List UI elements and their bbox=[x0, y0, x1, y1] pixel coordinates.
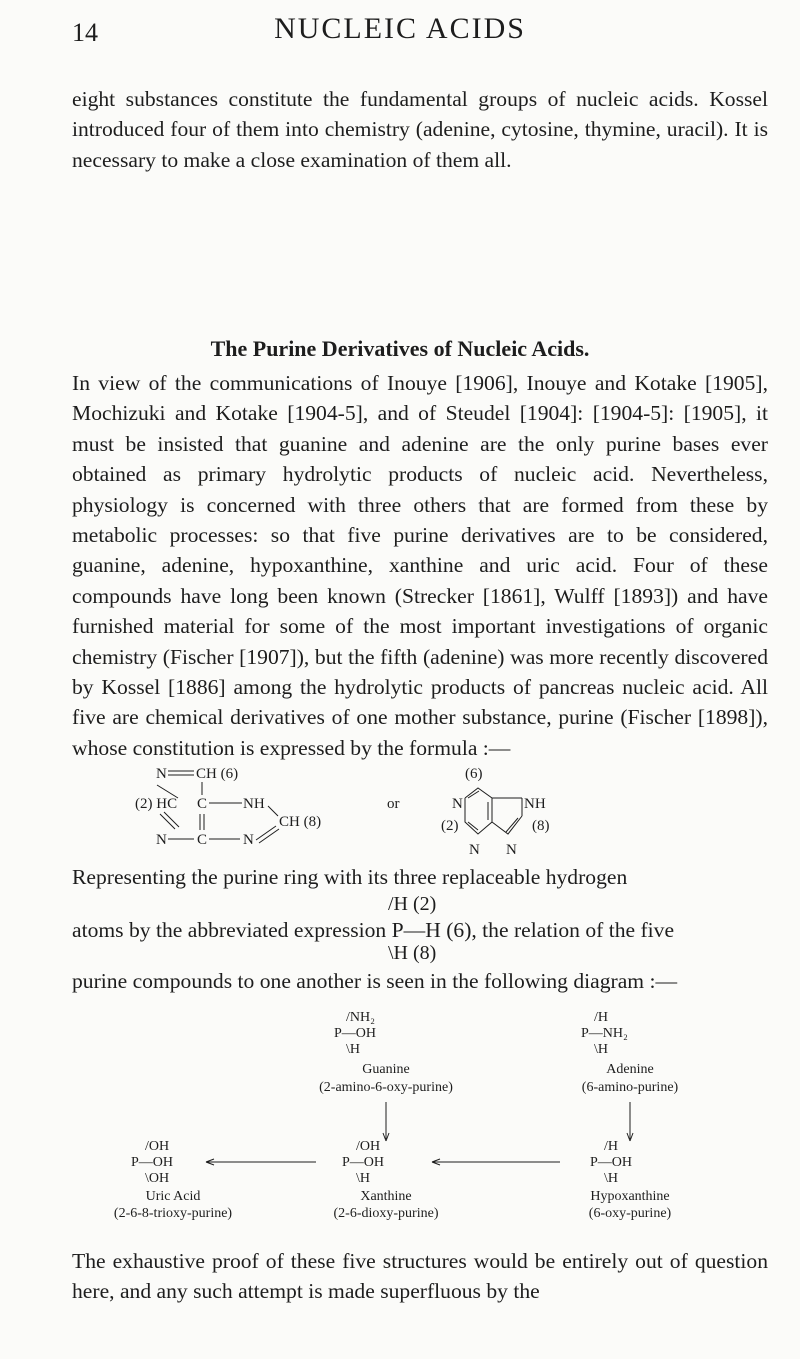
arrow-left-icon bbox=[206, 1159, 316, 1165]
svg-text:\H: \H bbox=[356, 1171, 370, 1186]
formula-ch8: CH (8) bbox=[279, 814, 322, 830]
svg-text:(2-6-dioxy-purine): (2-6-dioxy-purine) bbox=[333, 1206, 439, 1220]
formula-right-n-left: N bbox=[452, 796, 463, 812]
svg-text:\H: \H bbox=[346, 1042, 360, 1057]
arrow-down-icon bbox=[627, 1102, 633, 1141]
svg-text:Guanine: Guanine bbox=[362, 1062, 410, 1077]
uric-acid-entry bbox=[114, 1139, 233, 1220]
formula-ch6: CH (6) bbox=[196, 766, 239, 782]
section-heading: The Purine Derivatives of Nucleic Acids. bbox=[210, 336, 590, 361]
formula-n-bot2: N bbox=[243, 832, 254, 848]
formula-right-nh: NH bbox=[524, 796, 546, 812]
svg-text:(6-amino-purine): (6-amino-purine) bbox=[581, 1080, 679, 1095]
svg-text:\H: \H bbox=[604, 1171, 618, 1186]
xanthine-entry bbox=[334, 1139, 439, 1220]
arrow-left-icon bbox=[432, 1159, 560, 1165]
formula-right-two: (2) bbox=[441, 818, 459, 834]
intro-paragraph: eight substances constitute the fundamental groups of nucleic acids. Kossel introduced four of them into chemistry (adenine, cytosine, thymine, uracil). It is necessary to make a close examination of them all. bbox=[72, 87, 768, 172]
svg-text:Adenine: Adenine bbox=[606, 1062, 654, 1077]
purine-formula bbox=[0, 760, 800, 855]
svg-text:P—OH: P—OH bbox=[590, 1155, 633, 1170]
formula-right-n-b2: N bbox=[506, 842, 517, 855]
ring-text-sub-top: /H (2) bbox=[388, 893, 437, 915]
svg-text:/H: /H bbox=[594, 1010, 608, 1025]
purine-ring-icon bbox=[465, 788, 522, 834]
svg-text:P—OH: P—OH bbox=[334, 1026, 377, 1041]
formula-n-top: N bbox=[156, 766, 167, 782]
svg-text:P—OH: P—OH bbox=[131, 1155, 174, 1170]
purine-relation-diagram bbox=[0, 1005, 800, 1220]
formula-nh: NH bbox=[243, 796, 265, 812]
formula-c-bot: C bbox=[197, 832, 208, 848]
svg-text:/OH: /OH bbox=[356, 1139, 381, 1154]
formula-right-six: (6) bbox=[465, 766, 483, 782]
formula-hc2: (2) HC bbox=[135, 796, 178, 812]
svg-text:P—OH: P—OH bbox=[342, 1155, 385, 1170]
guanine-entry bbox=[319, 1010, 453, 1095]
hypoxanthine-entry bbox=[589, 1139, 672, 1220]
ring-text-line1: Representing the purine ring with its three replaceable hydrogen bbox=[72, 865, 628, 889]
main-paragraph: In view of the communications of Inouye [1906], Inouye and Kotake [1905], Mochizuki and Kotake [1904-5], and of Steudel [1904]: [1904-5]: [1905], it must be insisted that guanine and adenine are the only purine bases ever obtained as primary hydrolytic products of nucleic acid. Nevertheless, physiology is concerned with three others that are formed from these by metabolic processes: so that five purine derivatives are to be considered, guanine, adenine, hypoxanthine, xanthine and uric acid. Four of these compounds have long been known (Strecker [1861], Wulff [1893]) and have furnished material for some of the most important investigations of organic chemistry (Fischer [1907]), but the fifth (adenine) was more recently discovered by Kossel [1886] among the hydrolytic products of pancreas nucleic acid. All five are chemical derivatives of one mother substance, purine (Fischer [1898]), whose constitution is expressed by the formula :— bbox=[72, 371, 768, 760]
closing-paragraph: The exhaustive proof of these five structures would be entirely out of question here, and any such attempt is made superfluous by the bbox=[72, 1249, 768, 1304]
svg-text:(2-amino-6-oxy-purine): (2-amino-6-oxy-purine) bbox=[319, 1080, 453, 1095]
formula-or: or bbox=[387, 796, 400, 812]
formula-right-n-b1: N bbox=[469, 842, 480, 855]
formula-c-mid: C bbox=[197, 796, 208, 812]
svg-text:/H: /H bbox=[604, 1139, 618, 1154]
adenine-entry bbox=[581, 1010, 679, 1095]
ring-text-line3: purine compounds to one another is seen in the following diagram :— bbox=[72, 969, 678, 993]
arrow-down-icon bbox=[383, 1102, 389, 1141]
svg-text:\H: \H bbox=[594, 1042, 608, 1057]
ring-text-sub-bot: \H (8) bbox=[388, 942, 437, 964]
svg-text:(6-oxy-purine): (6-oxy-purine) bbox=[588, 1206, 672, 1220]
svg-text:Hypoxanthine: Hypoxanthine bbox=[590, 1189, 670, 1204]
svg-text:P—NH₂: P—NH₂ bbox=[581, 1026, 628, 1041]
formula-right-eight: (8) bbox=[532, 818, 550, 834]
svg-text:Uric Acid: Uric Acid bbox=[145, 1189, 201, 1204]
page-number: 14 bbox=[72, 18, 98, 47]
ring-text-line2: atoms by the abbreviated expression P—H (6), the relation of the five bbox=[72, 918, 675, 942]
svg-text:(2-6-8-trioxy-purine): (2-6-8-trioxy-purine) bbox=[113, 1206, 233, 1220]
svg-text:\OH: \OH bbox=[145, 1171, 170, 1186]
svg-text:/OH: /OH bbox=[145, 1139, 170, 1154]
formula-n-bot: N bbox=[156, 832, 167, 848]
svg-text:/NH₂: /NH₂ bbox=[346, 1010, 375, 1025]
svg-text:Xanthine: Xanthine bbox=[360, 1189, 412, 1204]
running-head: NUCLEIC ACIDS bbox=[274, 12, 526, 45]
